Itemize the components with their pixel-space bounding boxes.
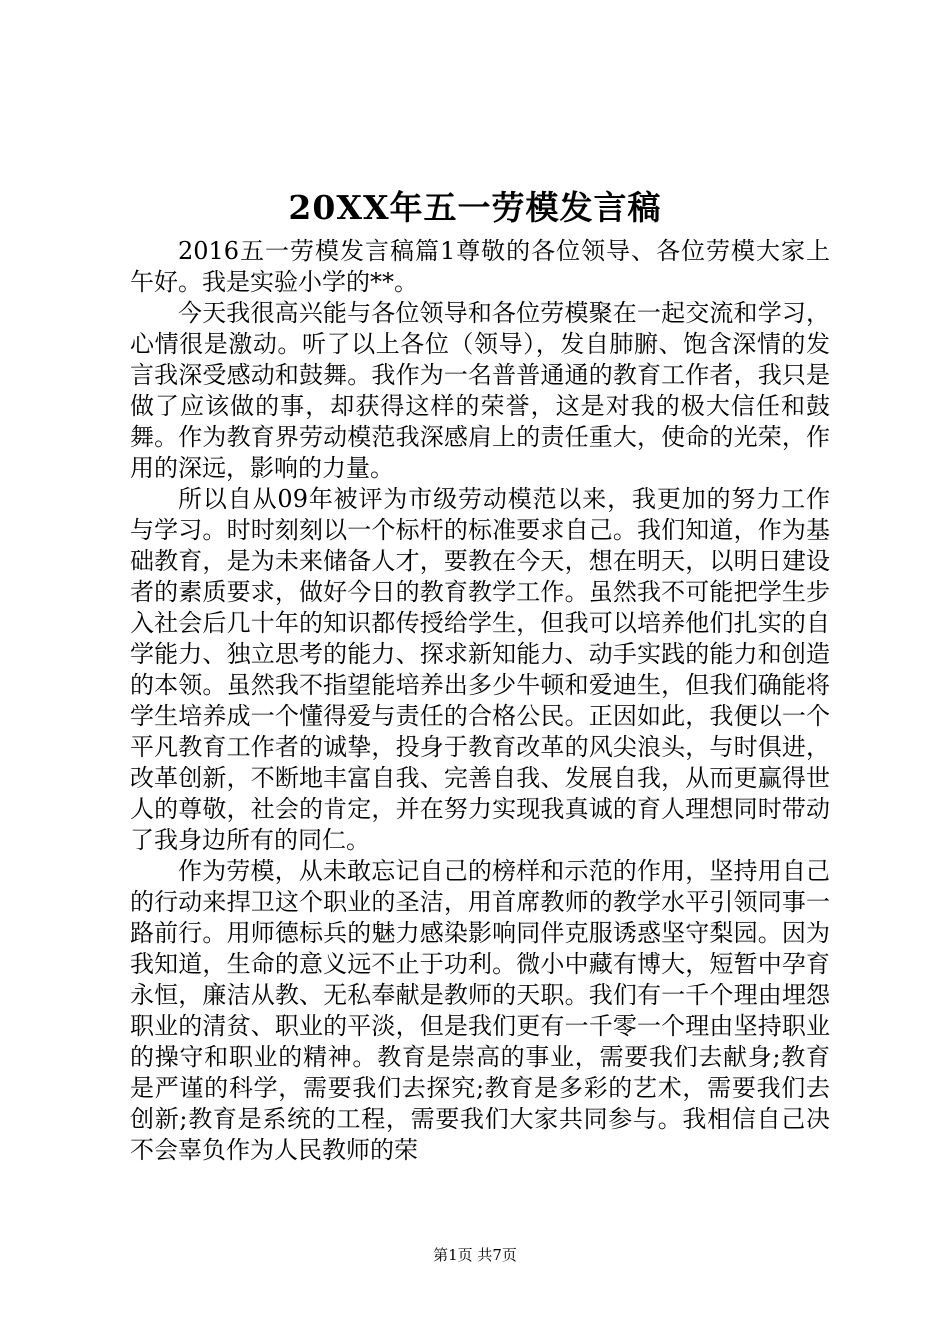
- document-title: 20XX年五一劳模发言稿: [288, 188, 662, 227]
- paragraph-3: 所以自从09年被评为市级劳动模范以来，我更加的努力工作与学习。时时刻刻以一个标杆的标准要求自己。我们知道，作为基础教育，是为未来储备人才，要教在今天，想在明天，以明日建设者的素质要求，做好今日的教育教学工作。虽然我不可能把学生步入社会后几十年的知识都传授给学生，但我可以培养他们扎实的自学能力、独立思考的能力、探求新知能力、动手实践的能力和创造的本领。虽然我不指望能培养出多少牛顿和爱迪生，但我们确能将学生培养成一个懂得爱与责任的合格公民。正因如此，我便以一个平凡教育工作者的诚挚，投身于教育改革的风尖浪头，与时俱进，改革创新，不断地丰富自我、完善自我、发展自我，从而更赢得世人的尊敬，社会的肯定，并在努力实现我真诚的育人理想同时带动了我身边所有的同仁。: [130, 485, 830, 854]
- document-body: [130, 236, 830, 1166]
- paragraph-4: 作为劳模，从未敢忘记自己的榜样和示范的作用，坚持用自己的行动来捍卫这个职业的圣洁，用首席教师的教学水平引领同事一路前行。用师德标兵的魅力感染影响同伴克服诱惑坚守梨园。因为我知道，生命的意义远不止于功利。微小中藏有博大，短暂中孕育永恒，廉洁从教、无私奉献是教师的天职。我们有一千个理由埋怨职业的清贫、职业的平淡，但是我们更有一千零一个理由坚持职业的操守和职业的精神。教育是崇高的事业，需要我们去献身;教育是严谨的科学，需要我们去探究;教育是多彩的艺术，需要我们去创新;教育是系统的工程，需要我们大家共同参与。我相信自己决不会辜负作为人民教师的荣: [130, 857, 830, 1164]
- paragraph-2: 今天我很高兴能与各位领导和各位劳模聚在一起交流和学习，心情很是激动。听了以上各位（领导），发自肺腑、饱含深情的发言我深受感动和鼓舞。我作为一名普普通通的教育工作者，我只是做了应该做的事，却获得这样的荣誉，这是对我的极大信任和鼓舞。作为教育界劳动模范我深感肩上的责任重大，使命的光荣，作用的深远，影响的力量。: [130, 299, 830, 482]
- page-number-footer: 第1页 共7页: [433, 1246, 517, 1264]
- paragraph-1: 2016五一劳模发言稿篇1尊敬的各位领导、各位劳模大家上午好。我是实验小学的**。: [130, 237, 830, 296]
